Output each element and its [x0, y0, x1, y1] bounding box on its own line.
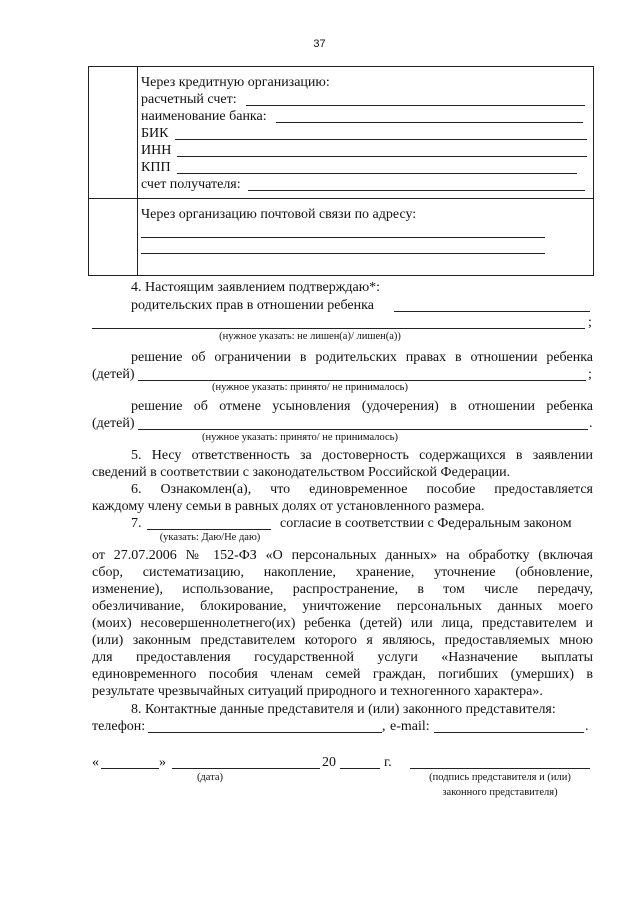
section7-line-5: (моих) несовершеннолетнего(их) ребенка (детей) или лица, представителем и — [92, 616, 593, 631]
payment-table — [88, 66, 594, 276]
section4-item2-hint: (нужное указать: принято/ не принималось) — [212, 382, 408, 393]
section4-item1-text: родительских прав в отношении ребенка — [131, 298, 374, 313]
post-address-line-2[interactable] — [141, 253, 545, 254]
section7-line-2: сбор, систематизацию, накопление, хранение, уточнение (обновление, — [92, 565, 593, 580]
section7-line-1: от 27.07.2006 № 152-ФЗ «О персональных данных» на обработку (включая — [92, 548, 593, 563]
bik-input[interactable] — [175, 139, 587, 140]
section4-item3-end: . — [589, 416, 593, 431]
section5-line1: 5. Несу ответственность за достоверность содержащихся в заявлении — [131, 448, 593, 463]
section4-item1-blank-1[interactable] — [394, 311, 590, 312]
date-year-input[interactable] — [340, 768, 380, 769]
section7-hint: (указать: Даю/Не даю) — [159, 532, 261, 543]
date-quote-close: » — [159, 755, 166, 770]
section4-item3-cont: (детей) — [92, 416, 135, 431]
account-input[interactable] — [246, 105, 585, 106]
consent-blank[interactable] — [147, 529, 271, 530]
page-number: 37 — [313, 38, 326, 50]
table-column-divider — [137, 67, 138, 275]
email-input[interactable] — [434, 732, 584, 733]
section4-item1-blank-2[interactable] — [92, 328, 585, 329]
inn-input[interactable] — [177, 156, 587, 157]
section4-item2-blank[interactable] — [138, 380, 586, 381]
section8-intro: 8. Контактные данные представителя и (или) законного представителя: — [131, 702, 556, 717]
date-day-input[interactable] — [101, 768, 159, 769]
bik-label: БИК — [141, 126, 169, 141]
kpp-label: КПП — [141, 160, 171, 175]
section8-end: . — [585, 719, 589, 734]
section4-intro: 4. Настоящим заявлением подтверждаю*: — [131, 280, 381, 295]
date-caption: (дата) — [196, 772, 224, 783]
inn-label: ИНН — [141, 143, 172, 158]
bank-heading: Через кредитную организацию: — [141, 75, 330, 90]
section7-line-7: для предоставления государственной услуги «Назначение выплаты — [92, 650, 593, 665]
section5-line2: сведений в соответствии с законодательством Российской Федерации. — [92, 465, 511, 480]
section7-line-6: (или) законным представителем которого я являюсь, предоставляемых мною — [92, 633, 593, 648]
section4-item3-blank[interactable] — [138, 429, 588, 430]
section7-line-8: единовременного пособия членам семей граждан, погибших (умерших) в — [92, 667, 593, 682]
date-year-prefix: 20 — [322, 755, 336, 770]
section7-line-4: обезличивание, блокирование, уничтожение персональных данных моего — [92, 599, 593, 614]
section7-line-3: изменение), использование, распространение, в том числе передачу, — [92, 582, 593, 597]
section4-item3-hint: (нужное указать: принято/ не принималось) — [202, 432, 398, 443]
phone-label: телефон: — [92, 719, 146, 734]
section4-item2-cont: (детей) — [92, 367, 135, 382]
section4-item3-text: решение об отмене усыновления (удочерения) в отношении ребенка — [131, 399, 593, 414]
phone-comma: , — [382, 719, 386, 734]
section4-item1-hint: (нужное указать: не лишен(а)/ лишен(а)) — [219, 331, 401, 342]
post-address-line-1[interactable] — [141, 237, 545, 238]
section7-last-line: результате чрезвычайных ситуаций природного и техногенного характера». — [92, 684, 543, 699]
email-label: e-mail: — [390, 719, 430, 734]
post-heading: Через организацию почтовой связи по адресу: — [141, 207, 417, 222]
bank-name-input[interactable] — [276, 122, 583, 123]
signature-caption-2: законного представителя) — [442, 787, 558, 798]
section6-line2: каждому члену семьи в равных долях от установленного размера. — [92, 499, 485, 514]
section4-item2-end: ; — [588, 367, 592, 382]
recipient-account-input[interactable] — [248, 190, 585, 191]
account-label: расчетный счет: — [141, 92, 237, 107]
recipient-account-label: счет получателя: — [141, 177, 241, 192]
section7-after-blank: согласие в соответствии с Федеральным законом — [280, 516, 572, 531]
date-quote-open: « — [92, 755, 99, 770]
signature-caption-1: (подпись представителя и (или) — [429, 772, 571, 783]
date-month-input[interactable] — [172, 768, 320, 769]
section4-item2-text: решение об ограничении в родительских правах в отношении ребенка — [131, 350, 593, 365]
section6-line1: 6. Ознакомлен(а), что единовременное пособие предоставляется — [131, 482, 593, 497]
section4-item1-end: ; — [588, 315, 592, 330]
bank-name-label: наименование банка: — [141, 109, 267, 124]
section7-number: 7. — [131, 516, 142, 531]
table-row-divider — [89, 198, 593, 199]
phone-input[interactable] — [148, 732, 382, 733]
kpp-input[interactable] — [177, 173, 577, 174]
date-year-suffix: г. — [384, 755, 392, 770]
signature-input[interactable] — [410, 768, 590, 769]
